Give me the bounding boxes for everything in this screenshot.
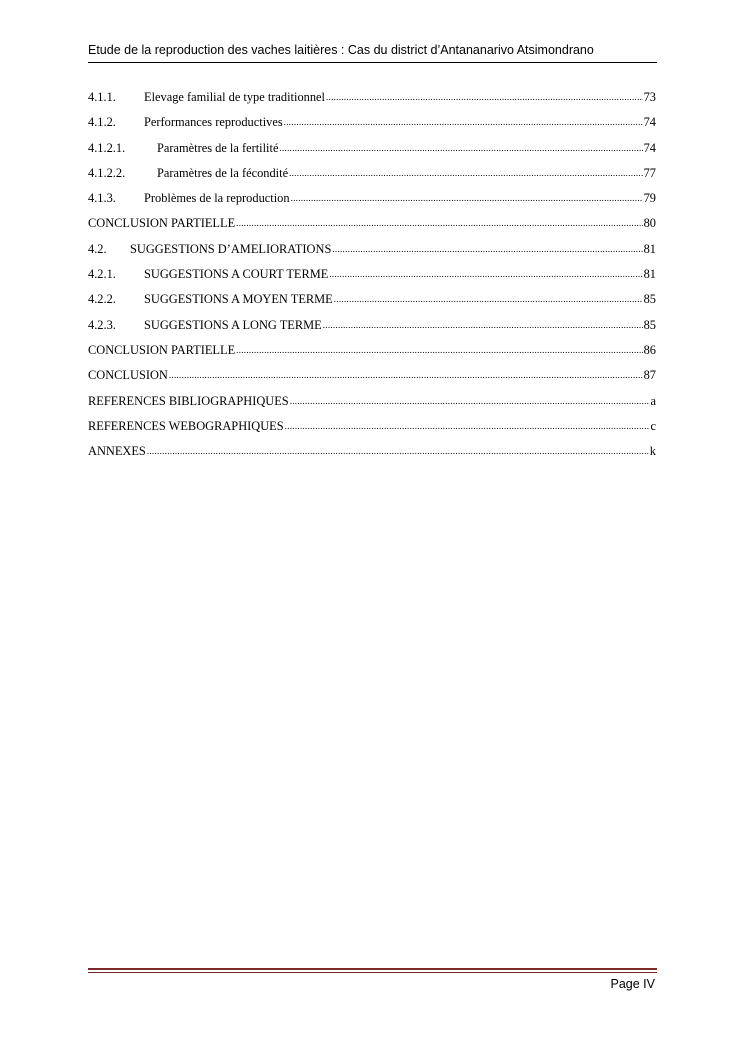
toc-entry[interactable] <box>88 88 656 113</box>
toc-entry-title: CONCLUSION PARTIELLE <box>88 342 236 357</box>
toc-dot-leader <box>332 239 642 258</box>
toc-entry-page: 80 <box>643 216 656 231</box>
toc-entry-number: 4.1.3. <box>88 191 116 206</box>
toc-entry[interactable] <box>88 265 656 290</box>
toc-entry-title: SUGGESTIONS D’AMELIORATIONS <box>130 241 332 256</box>
toc-entry-title: CONCLUSION PARTIELLE <box>88 216 236 231</box>
toc-entry-title: Paramètres de la fertilité <box>157 140 279 155</box>
toc-dot-leader <box>289 163 643 182</box>
toc-dot-leader <box>279 138 642 157</box>
toc-entry[interactable] <box>88 240 656 265</box>
toc-entry[interactable] <box>88 189 656 214</box>
toc-entry-title: Performances reproductives <box>144 115 283 130</box>
toc-entry-title: Paramètres de la fécondité <box>157 165 289 180</box>
toc-entry-number: 4.1.2. <box>88 115 116 130</box>
toc-dot-leader <box>323 315 643 334</box>
toc-entry-page: 85 <box>643 292 656 307</box>
toc-dot-leader <box>329 264 642 283</box>
toc-entry-number: 4.1.2.2. <box>88 165 126 180</box>
toc-entry-title: ANNEXES <box>88 444 146 459</box>
toc-entry[interactable] <box>88 113 656 138</box>
toc-dot-leader <box>290 391 650 410</box>
toc-entry-title: CONCLUSION <box>88 368 168 383</box>
toc-dot-leader <box>169 365 643 384</box>
toc-entry[interactable] <box>88 290 656 315</box>
toc-dot-leader <box>284 112 643 131</box>
toc-entry-page: 87 <box>643 368 656 383</box>
toc-entry-page: k <box>649 444 656 459</box>
toc-entry[interactable] <box>88 417 656 442</box>
toc-dot-leader <box>236 340 642 359</box>
toc-entry-title: SUGGESTIONS A LONG TERME <box>144 317 322 332</box>
toc-dot-leader <box>236 213 642 232</box>
toc-entry-title: SUGGESTIONS A MOYEN TERME <box>144 292 333 307</box>
toc-entry-number: 4.1.1. <box>88 90 116 104</box>
toc-entry-page: 77 <box>643 165 656 180</box>
toc-dot-leader <box>326 87 643 106</box>
toc-entry-number: 4.2. <box>88 241 107 256</box>
toc-dot-leader <box>147 441 649 460</box>
toc-entry-page: 74 <box>643 140 656 155</box>
toc-entry-page: 86 <box>643 342 656 357</box>
toc-entry-number: 4.1.2.1. <box>88 140 126 155</box>
toc-entry-page: 81 <box>643 241 656 256</box>
toc-entry-page: a <box>650 393 656 408</box>
toc-entry-title: Elevage familial de type traditionnel <box>144 90 325 104</box>
toc-dot-leader <box>285 416 650 435</box>
toc-entry-page: 73 <box>643 90 656 104</box>
toc-entry[interactable] <box>88 366 656 391</box>
toc-entry-page: 74 <box>643 115 656 130</box>
footer-divider-thin <box>88 972 657 973</box>
footer-divider-thick <box>88 968 657 970</box>
toc-entry[interactable] <box>88 164 656 189</box>
toc-entry-page: 79 <box>643 191 656 206</box>
toc-entry-title: Problèmes de la reproduction <box>144 191 290 206</box>
toc-entry-number: 4.2.2. <box>88 292 116 307</box>
page-number: Page IV <box>610 977 655 991</box>
toc-entry-page: c <box>650 418 656 433</box>
toc-entry[interactable] <box>88 442 656 467</box>
toc-entry-title: SUGGESTIONS A COURT TERME <box>144 267 329 282</box>
toc-dot-leader <box>334 289 643 308</box>
table-of-contents <box>88 88 656 467</box>
running-header: Etude de la reproduction des vaches laitières : Cas du district d’Antananarivo Atsimondrano <box>88 43 594 57</box>
toc-entry-number: 4.2.1. <box>88 267 116 282</box>
toc-entry-number: 4.2.3. <box>88 317 116 332</box>
toc-entry[interactable] <box>88 341 656 366</box>
toc-entry[interactable] <box>88 139 656 164</box>
toc-entry[interactable] <box>88 214 656 239</box>
toc-entry-page: 81 <box>643 267 656 282</box>
toc-entry-title: REFERENCES BIBLIOGRAPHIQUES <box>88 393 289 408</box>
header-divider <box>88 62 657 63</box>
toc-dot-leader <box>291 188 643 207</box>
toc-entry[interactable] <box>88 392 656 417</box>
toc-entry-title: REFERENCES WEBOGRAPHIQUES <box>88 418 284 433</box>
toc-entry[interactable] <box>88 316 656 341</box>
toc-entry-page: 85 <box>643 317 656 332</box>
